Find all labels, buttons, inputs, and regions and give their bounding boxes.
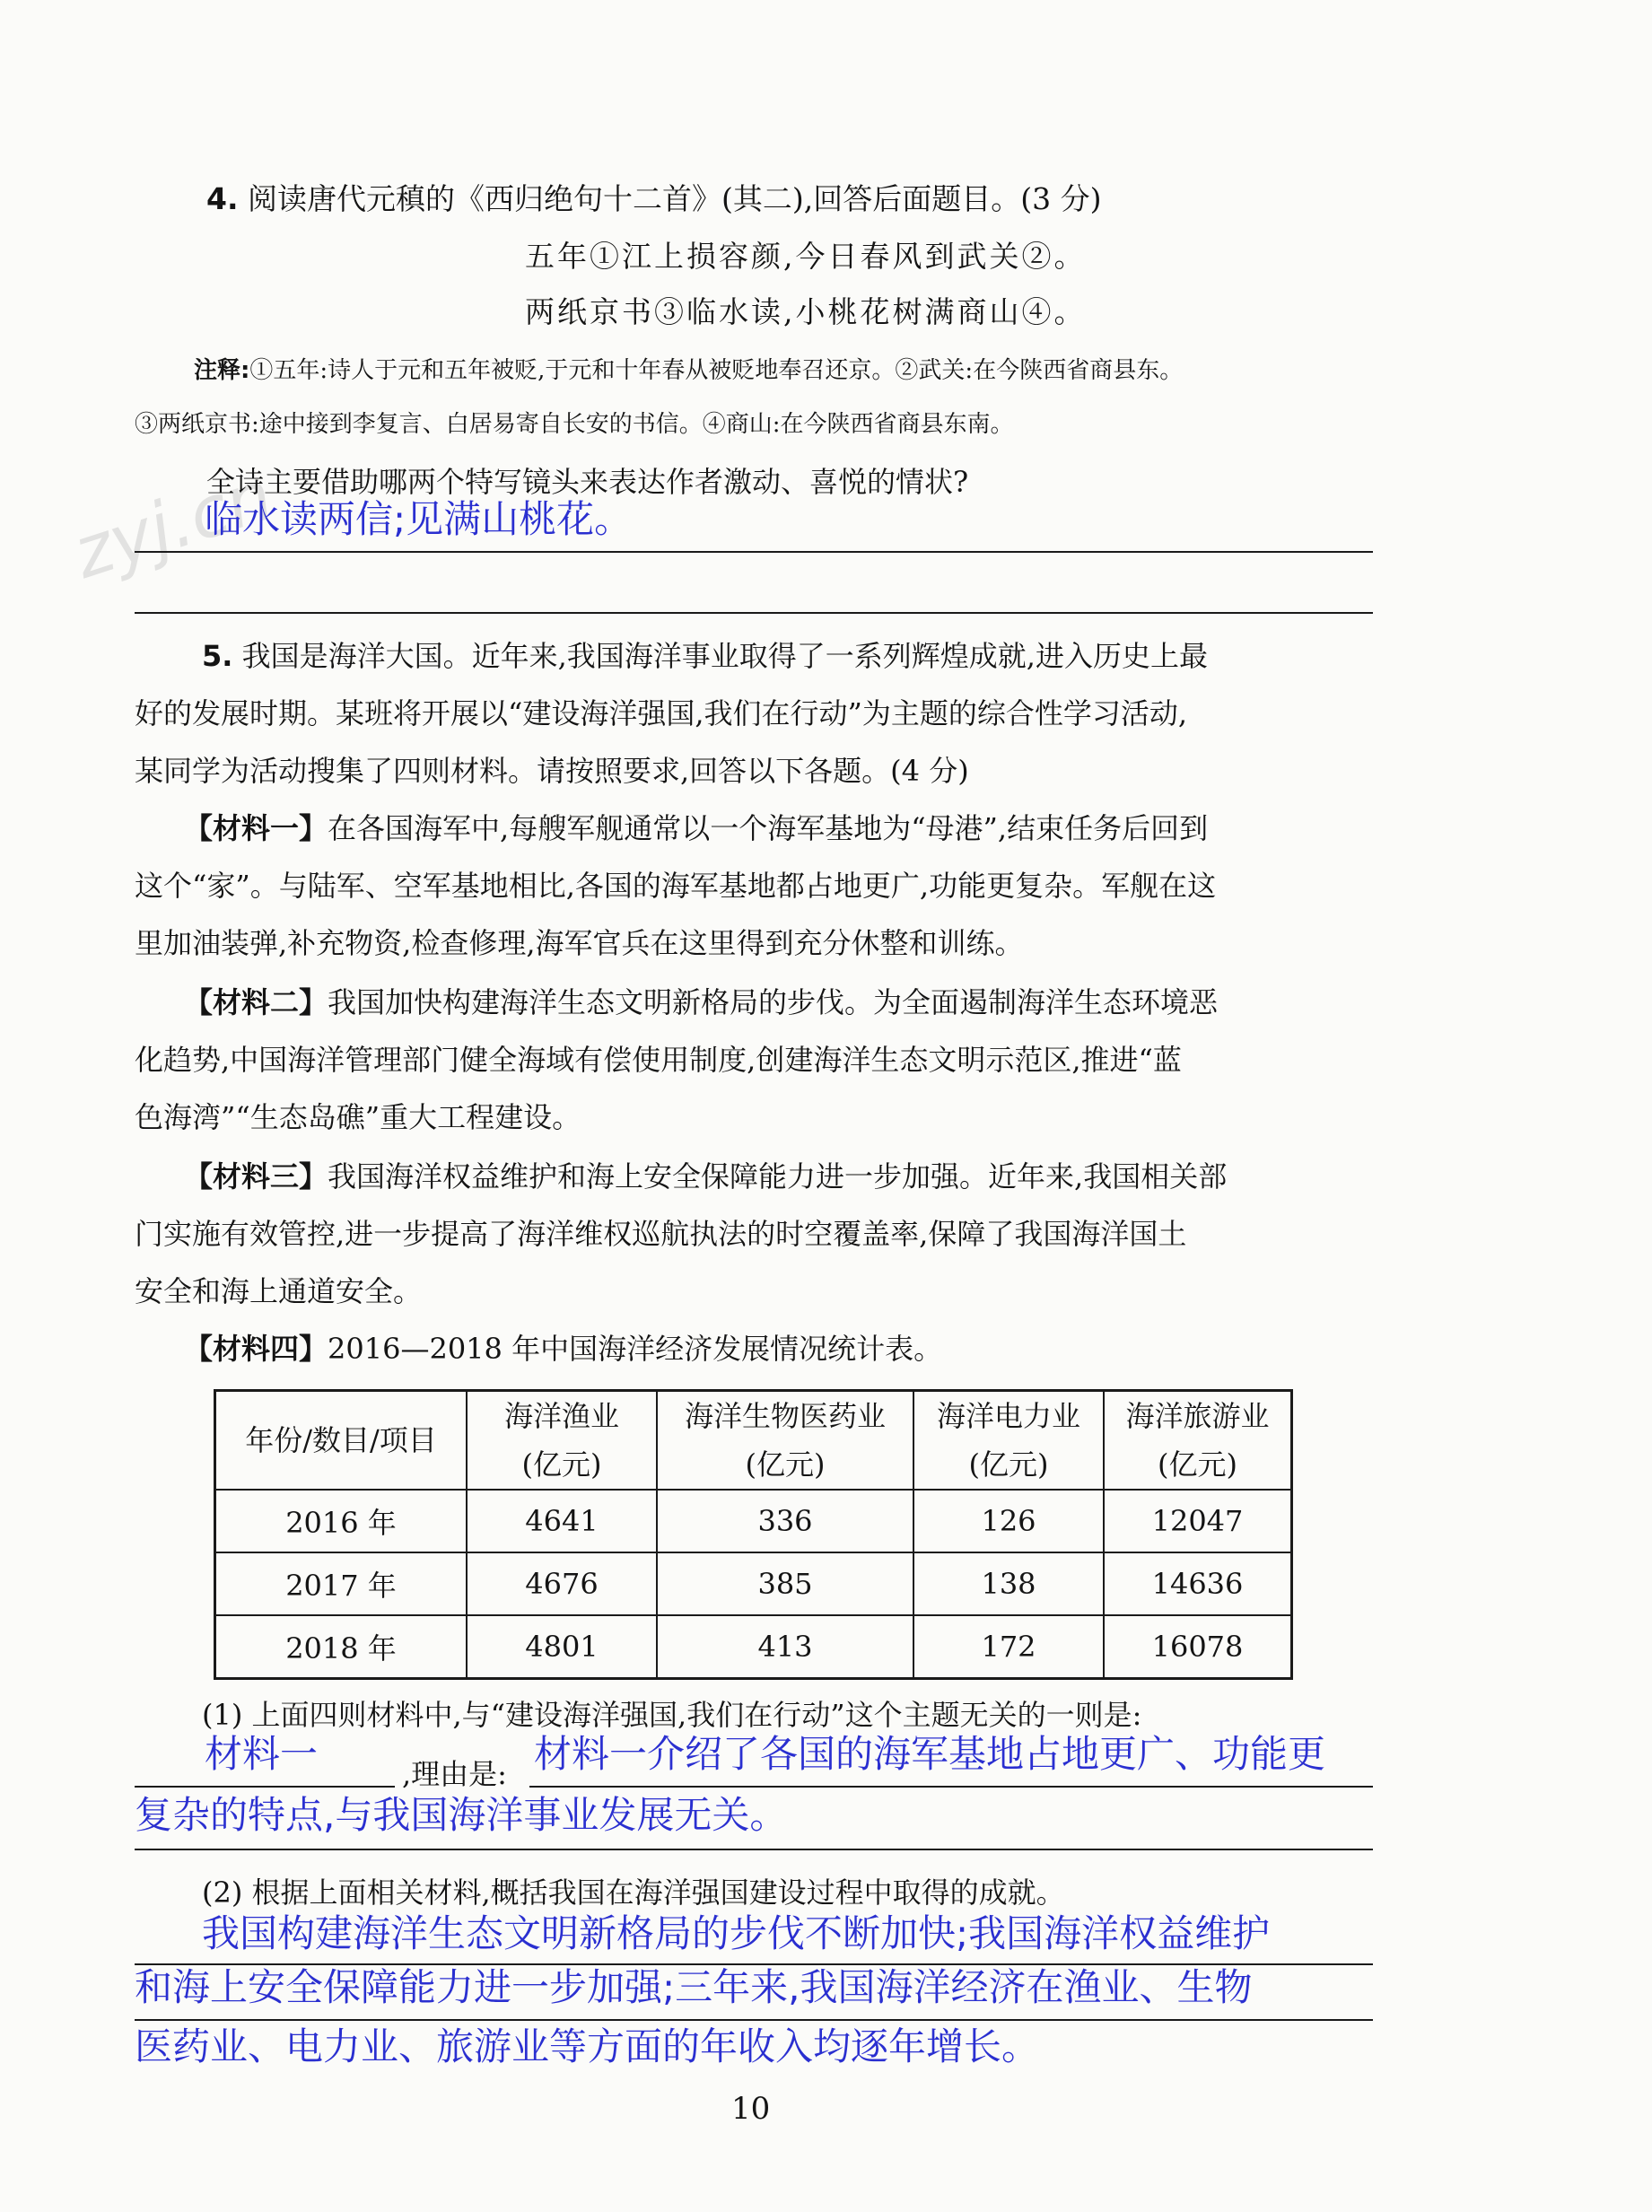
subquestion-1-answer-reason-2: 复杂的特点,与我国海洋事业发展无关。 bbox=[135, 1793, 788, 1837]
table-cell: 4641 bbox=[467, 1490, 657, 1552]
question-5-intro-line-2: 好的发展时期。某班将开展以“建设海洋强国,我们在行动”为主题的综合性学习活动, bbox=[135, 696, 1188, 730]
subquestion-1-reason-label: ,理由是: bbox=[402, 1757, 507, 1791]
question-5-number: 5. bbox=[202, 639, 233, 673]
material-3-line-2: 门实施有效管控,进一步提高了海洋维权巡航执法的时空覆盖率,保障了我国海洋国土 bbox=[135, 1217, 1187, 1251]
subquestion-2-answer-1: 我国构建海洋生态文明新格局的步伐不断加快;我国海洋权益维护 bbox=[202, 1911, 1271, 1955]
table-row bbox=[215, 1615, 1292, 1679]
table-header-unit: (亿元) bbox=[745, 1447, 826, 1482]
table-cell: 12047 bbox=[1104, 1490, 1292, 1552]
material-1-line-1 bbox=[184, 806, 1208, 847]
material-2-label: 【材料二】 bbox=[184, 985, 328, 1019]
table-header-row bbox=[215, 1391, 1292, 1491]
question-4-prompt bbox=[206, 176, 1101, 218]
table-year-cell: 2016 年 bbox=[215, 1490, 468, 1552]
material-3-label: 【材料三】 bbox=[184, 1159, 328, 1193]
table-header-name: 海洋旅游业 bbox=[1125, 1399, 1270, 1433]
subquestion-1-answer-reason-1: 材料一介绍了各国的海军基地占地更广、功能更 bbox=[534, 1732, 1326, 1776]
poem-line-1: 五年①江上损容颜,今日春风到武关②。 bbox=[525, 239, 1087, 274]
material-1-line-3: 里加油装弹,补充物资,检查修理,海军官兵在这里得到充分休整和训练。 bbox=[135, 926, 1024, 960]
table-header-name: 海洋生物医药业 bbox=[684, 1399, 886, 1433]
table-row bbox=[215, 1490, 1292, 1552]
table-header-unit: (亿元) bbox=[521, 1447, 602, 1482]
material-2-line-3: 色海湾”“生态岛礁”重大工程建设。 bbox=[135, 1100, 581, 1134]
table-year-cell: 2017 年 bbox=[215, 1552, 468, 1615]
table-cell: 4801 bbox=[467, 1615, 657, 1679]
material-3-line-1 bbox=[184, 1154, 1227, 1195]
material-3-line-3: 安全和海上通道安全。 bbox=[135, 1274, 423, 1308]
material-1-line-2: 这个“家”。与陆军、空军基地相比,各国的海军基地都占地更广,功能更复杂。军舰在这 bbox=[135, 869, 1217, 903]
answer-line bbox=[135, 1849, 1373, 1850]
material-4-text: 2016—2018 年中国海洋经济发展情况统计表。 bbox=[328, 1332, 943, 1366]
table-cell: 14636 bbox=[1104, 1552, 1292, 1615]
table-header-unit: (亿元) bbox=[968, 1447, 1049, 1482]
table-year-cell: 2018 年 bbox=[215, 1615, 468, 1679]
material-2-line-2: 化趋势,中国海洋管理部门健全海域有偿使用制度,创建海洋生态文明示范区,推进“蓝 bbox=[135, 1043, 1182, 1077]
table-cell: 385 bbox=[657, 1552, 913, 1615]
table-header-unit: (亿元) bbox=[1158, 1447, 1237, 1482]
material-2-text: 我国加快构建海洋生态文明新格局的步伐。为全面遏制海洋生态环境恶 bbox=[328, 985, 1219, 1019]
material-1-label: 【材料一】 bbox=[184, 811, 328, 845]
poem-line-2: 两纸京书③临水读,小桃花树满商山④。 bbox=[525, 294, 1087, 329]
subquestion-1-answer-choice: 材料一 bbox=[205, 1732, 319, 1776]
table-cell: 413 bbox=[657, 1615, 913, 1679]
table-header-cell bbox=[913, 1391, 1104, 1491]
table-header-name: 海洋渔业 bbox=[503, 1399, 619, 1433]
table-header-cell bbox=[657, 1391, 913, 1491]
question-5-intro-line-3: 某同学为活动搜集了四则材料。请按照要求,回答以下各题。(4 分) bbox=[135, 754, 969, 788]
ocean-economy-table bbox=[214, 1389, 1293, 1680]
subquestion-2-answer-2: 和海上安全保障能力进一步加强;三年来,我国海洋经济在渔业、生物 bbox=[135, 1965, 1253, 2009]
subquestion-1-prompt: (1) 上面四则材料中,与“建设海洋强国,我们在行动”这个主题无关的一则是: bbox=[202, 1698, 1142, 1732]
table-row bbox=[215, 1552, 1292, 1615]
annotation-line-1 bbox=[194, 352, 1183, 385]
question-4-subquestion: 全诗主要借助哪两个特写镜头来表达作者激动、喜悦的情状? bbox=[206, 465, 969, 499]
table-header-cell bbox=[467, 1391, 657, 1491]
material-1-text: 在各国海军中,每艘军舰通常以一个海军基地为“母港”,结束任务后回到 bbox=[328, 811, 1209, 845]
page-number: 10 bbox=[731, 2091, 771, 2127]
subquestion-2-prompt: (2) 根据上面相关材料,概括我国在海洋强国建设过程中取得的成就。 bbox=[202, 1875, 1065, 1910]
table-cell: 16078 bbox=[1104, 1615, 1292, 1679]
question-4-text: 阅读唐代元稹的《西归绝句十二首》(其二),回答后面题目。(3 分) bbox=[248, 181, 1102, 216]
annotation-text-1: ①五年:诗人于元和五年被贬,于元和十年春从被贬地奉召还京。②武关:在今陕西省商县东。 bbox=[249, 357, 1184, 384]
annotation-line-2: ③两纸京书:途中接到李复言、白居易寄自长安的书信。④商山:在今陕西省商县东南。 bbox=[135, 411, 1014, 438]
material-4-label: 【材料四】 bbox=[184, 1332, 328, 1366]
question-4-number: 4. bbox=[206, 181, 239, 216]
table-corner-cell: 年份/数目/项目 bbox=[215, 1391, 468, 1491]
subquestion-2-answer-3: 医药业、电力业、旅游业等方面的年收入均逐年增长。 bbox=[135, 2024, 1040, 2068]
answer-line bbox=[135, 551, 1373, 553]
table-cell: 336 bbox=[657, 1490, 913, 1552]
table-cell: 138 bbox=[913, 1552, 1104, 1615]
watermark: zyj.cn bbox=[64, 455, 283, 595]
annotation-label: 注释: bbox=[194, 357, 250, 384]
table-cell: 4676 bbox=[467, 1552, 657, 1615]
table-cell: 172 bbox=[913, 1615, 1104, 1679]
material-3-text: 我国海洋权益维护和海上安全保障能力进一步加强。近年来,我国相关部 bbox=[328, 1159, 1228, 1193]
question-5-intro-line-1 bbox=[202, 634, 1208, 675]
table-cell: 126 bbox=[913, 1490, 1104, 1552]
question-4-answer: 临水读两信;见满山桃花。 bbox=[205, 497, 633, 541]
material-2-line-1 bbox=[184, 980, 1218, 1021]
material-4-line bbox=[184, 1326, 942, 1368]
question-5-intro-text: 我国是海洋大国。近年来,我国海洋事业取得了一系列辉煌成就,进入历史上最 bbox=[241, 639, 1208, 673]
table-header-name: 海洋电力业 bbox=[936, 1399, 1080, 1433]
table-header-cell bbox=[1104, 1391, 1292, 1491]
answer-line bbox=[135, 612, 1373, 614]
